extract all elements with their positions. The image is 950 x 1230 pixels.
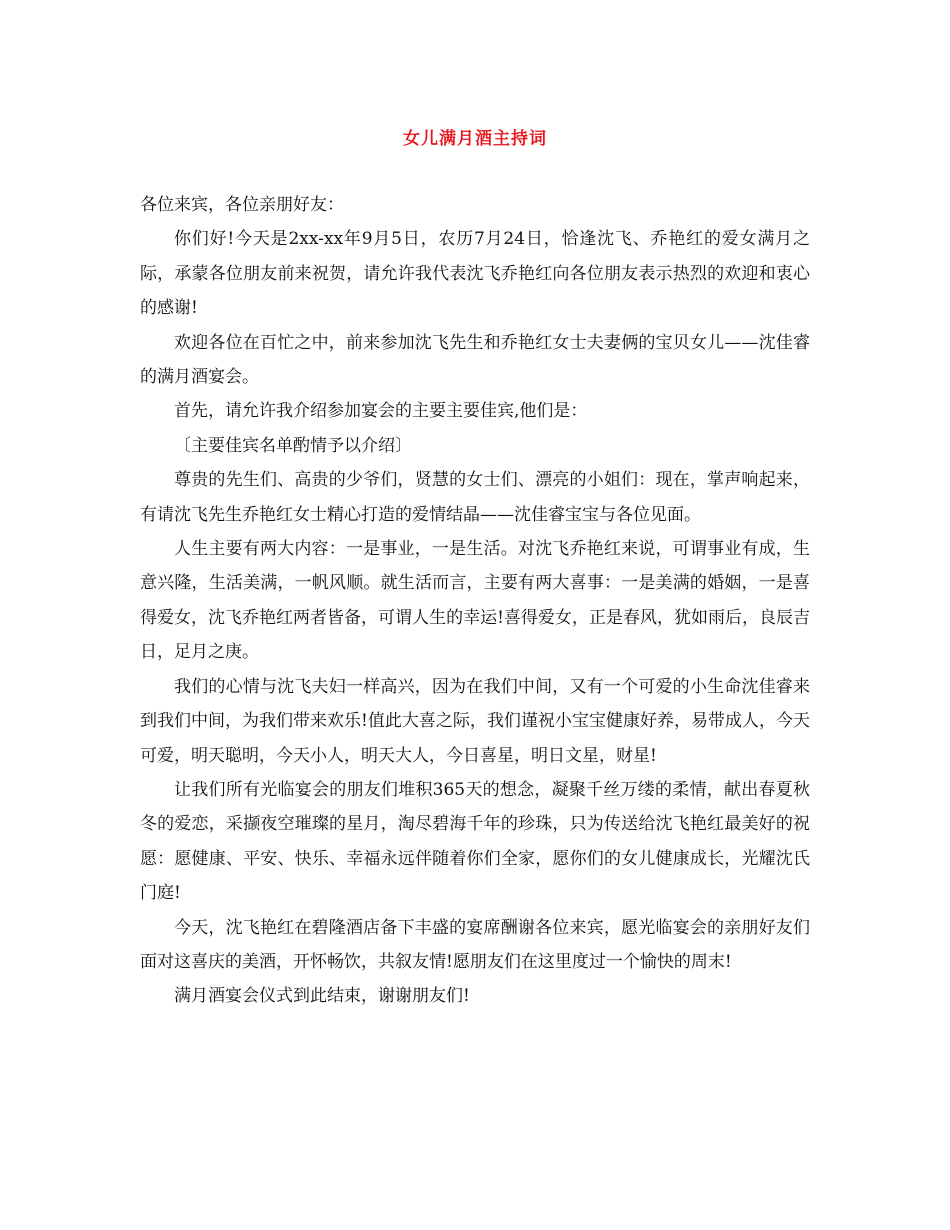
- document-title: 女儿满月酒主持词: [403, 129, 547, 149]
- greeting-paragraph: 你们好!今天是2xx-xx年9月5日，农历7月24日，恰逢沈飞、乔艳红的爱女满月之际，承蒙各位朋友前来祝贺，请允许我代表沈飞乔艳红向各位朋友表示热烈的欢迎和衷心的感谢!: [140, 229, 810, 319]
- document-body: [140, 188, 810, 1014]
- applause-paragraph: 尊贵的先生们、高贵的少爷们，贤慧的女士们、漂亮的小姐们：现在，掌声响起来，有请沈飞先生乔艳红女士精心打造的爱情结晶——沈佳睿宝宝与各位见面。: [140, 470, 810, 525]
- welcome-paragraph: 欢迎各位在百忙之中，前来参加沈飞先生和乔艳红女士夫妻俩的宝贝女儿——沈佳睿的满月酒宴会。: [140, 332, 810, 388]
- guest-list-note-paragraph: 〔主要佳宾名单酌情予以介绍〕: [174, 435, 412, 456]
- life-paragraph: 人生主要有两大内容：一是事业，一是生活。对沈飞乔艳红来说，可谓事业有成，生意兴隆，生活美满，一帆风顺。就生活而言，主要有两大喜事：一是美满的婚姻，一是喜得爱女，沈飞乔艳红两者皆备，可谓人生的幸运!喜得爱女，正是春风，犹如雨后，良辰吉日，足月之庚。: [140, 539, 810, 663]
- blessing-paragraph: 我们的心情与沈飞夫妇一样高兴，因为在我们中间，又有一个可爱的小生命沈佳睿来到我们中间，为我们带来欢乐!值此大喜之际，我们谨祝小宝宝健康好养，易带成人，今天可爱，明天聪明，今天小人，明天大人，今日喜星，明日文星，财星!: [140, 676, 810, 766]
- salutation-paragraph: 各位来宾，各位亲朋好友：: [140, 195, 344, 215]
- banquet-paragraph: 今天，沈飞艳红在碧隆酒店备下丰盛的宴席酬谢各位来宾，愿光临宴会的亲朋好友们面对这喜庆的美酒，开怀畅饮，共叙友情!愿朋友们在这里度过一个愉快的周末!: [140, 917, 810, 972]
- wishes-paragraph: 让我们所有光临宴会的朋友们堆积365天的想念，凝聚千丝万缕的柔情，献出春夏秋冬的爱恋，采撷夜空璀璨的星月，淘尽碧海千年的珍珠，只为传送给沈飞艳红最美好的祝愿：愿健康、平安、快乐、幸福永远伴随着你们全家，愿你们的女儿健康成长，光耀沈氏门庭!: [140, 779, 810, 904]
- closing-paragraph: 满月酒宴会仪式到此结束，谢谢朋友们!: [174, 986, 470, 1007]
- guest-intro-paragraph: 首先，请允许我介绍参加宴会的主要主要佳宾,他们是：: [174, 401, 588, 422]
